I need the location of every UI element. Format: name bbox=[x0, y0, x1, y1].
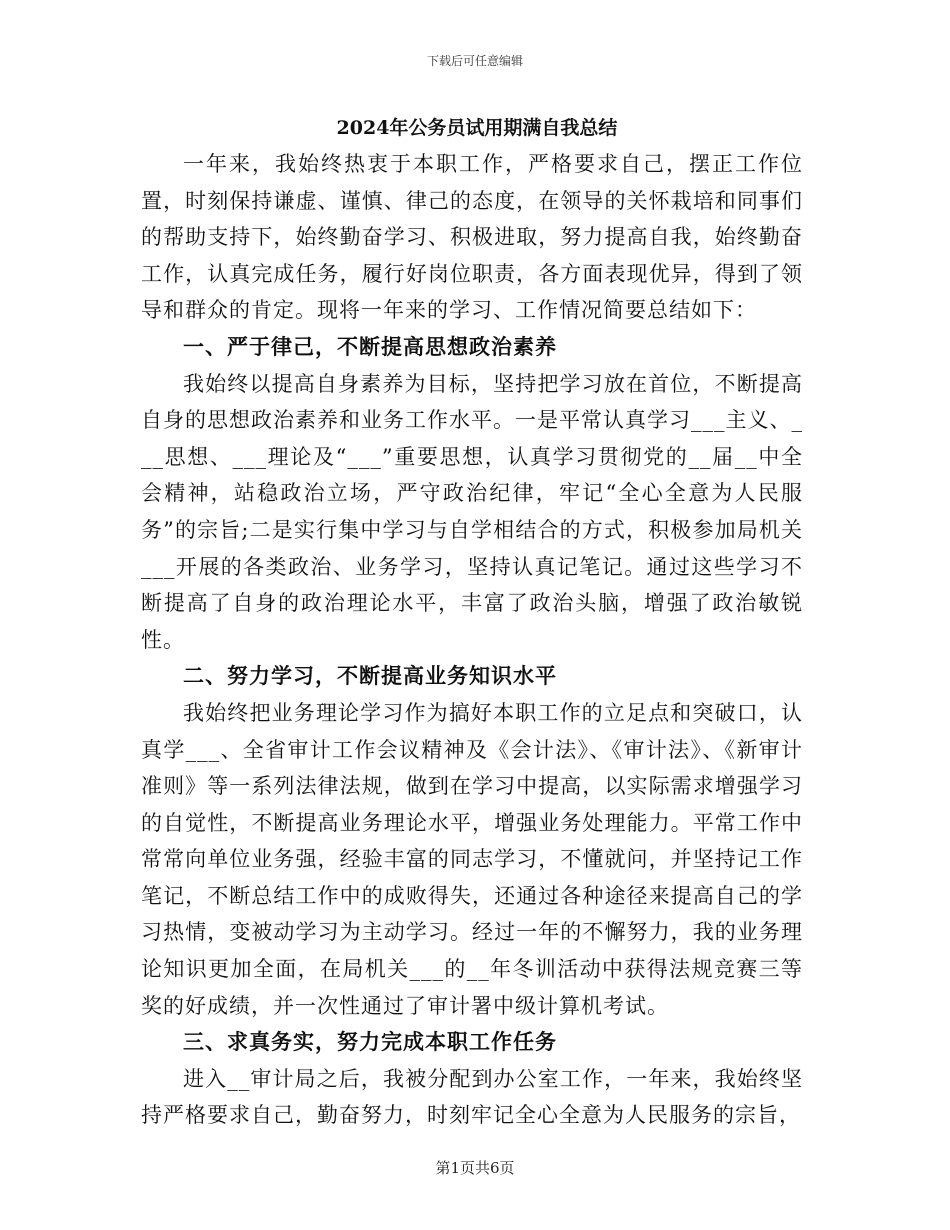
page-footer: 第1页共6页 bbox=[435, 1159, 515, 1177]
section-2-heading: 二、努力学习，不断提高业务知识水平 bbox=[183, 663, 557, 689]
document-title: 2024年公务员试用期满自我总结 bbox=[336, 117, 618, 139]
section-2-paragraph: 我始终把业务理论学习作为搞好本职工作的立足点和突破口，认真学___、全省审计工作会议精神及《会计法》、《审计法》、《新审计准则》等一系列法律法规，做到在学习中提高，以实际需求增强学习的自觉性，不断提高业务理论水平，增强业务处理能力。平常工作中常常向单位业务强，经验丰富的同志学习，不懂就问，并坚持记工作笔记，不断总结工作中的成败得失，还通过各种途径来提高自己的学习热情，变被动学习为主动学习。经过一年的不懈努力，我的业务理论知识更加全面，在局机关___的__年冬训活动中获得法规竞赛三等奖的好成绩，并一次性通过了审计署中级计算机考试。 bbox=[141, 700, 803, 1018]
section-1-paragraph: 我始终以提高自身素养为目标，坚持把学习放在首位，不断提高自身的思想政治素养和业务工作水平。一是平常认真学习___主义、___思想、___理论及“___”重要思想，认真学习贯彻党的__届__中全会精神，站稳政治立场，严守政治纪律，牢记“全心全意为人民服务”的宗旨;二是实行集中学习与自学相结合的方式，积极参加局机关___开展的各类政治、业务学习，坚持认真记笔记。通过这些学习不断提高了自身的政治理论水平，丰富了政治头脑，增强了政治敏锐性。 bbox=[141, 371, 803, 652]
document-body bbox=[141, 110, 803, 1134]
section-1-heading: 一、严于律己，不断提高思想政治素养 bbox=[183, 333, 557, 359]
page-header: 下载后可任意编辑 bbox=[426, 54, 523, 68]
intro-paragraph: 一年来，我始终热衷于本职工作，严格要求自己，摆正工作位置，时刻保持谦虚、谨慎、律己的态度，在领导的关怀栽培和同事们的帮助支持下，始终勤奋学习、积极进取，努力提高自我，始终勤奋工作，认真完成任务，履行好岗位职责，各方面表现优异，得到了领导和群众的肯定。现将一年来的学习、工作情况简要总结如下： bbox=[141, 152, 803, 323]
section-3-heading: 三、求真务实，努力完成本职工作任务 bbox=[183, 1029, 557, 1055]
section-3-paragraph: 进入__审计局之后，我被分配到办公室工作，一年来，我始终坚持严格要求自己，勤奋努力，时刻牢记全心全意为人民服务的宗旨， bbox=[141, 1066, 803, 1128]
